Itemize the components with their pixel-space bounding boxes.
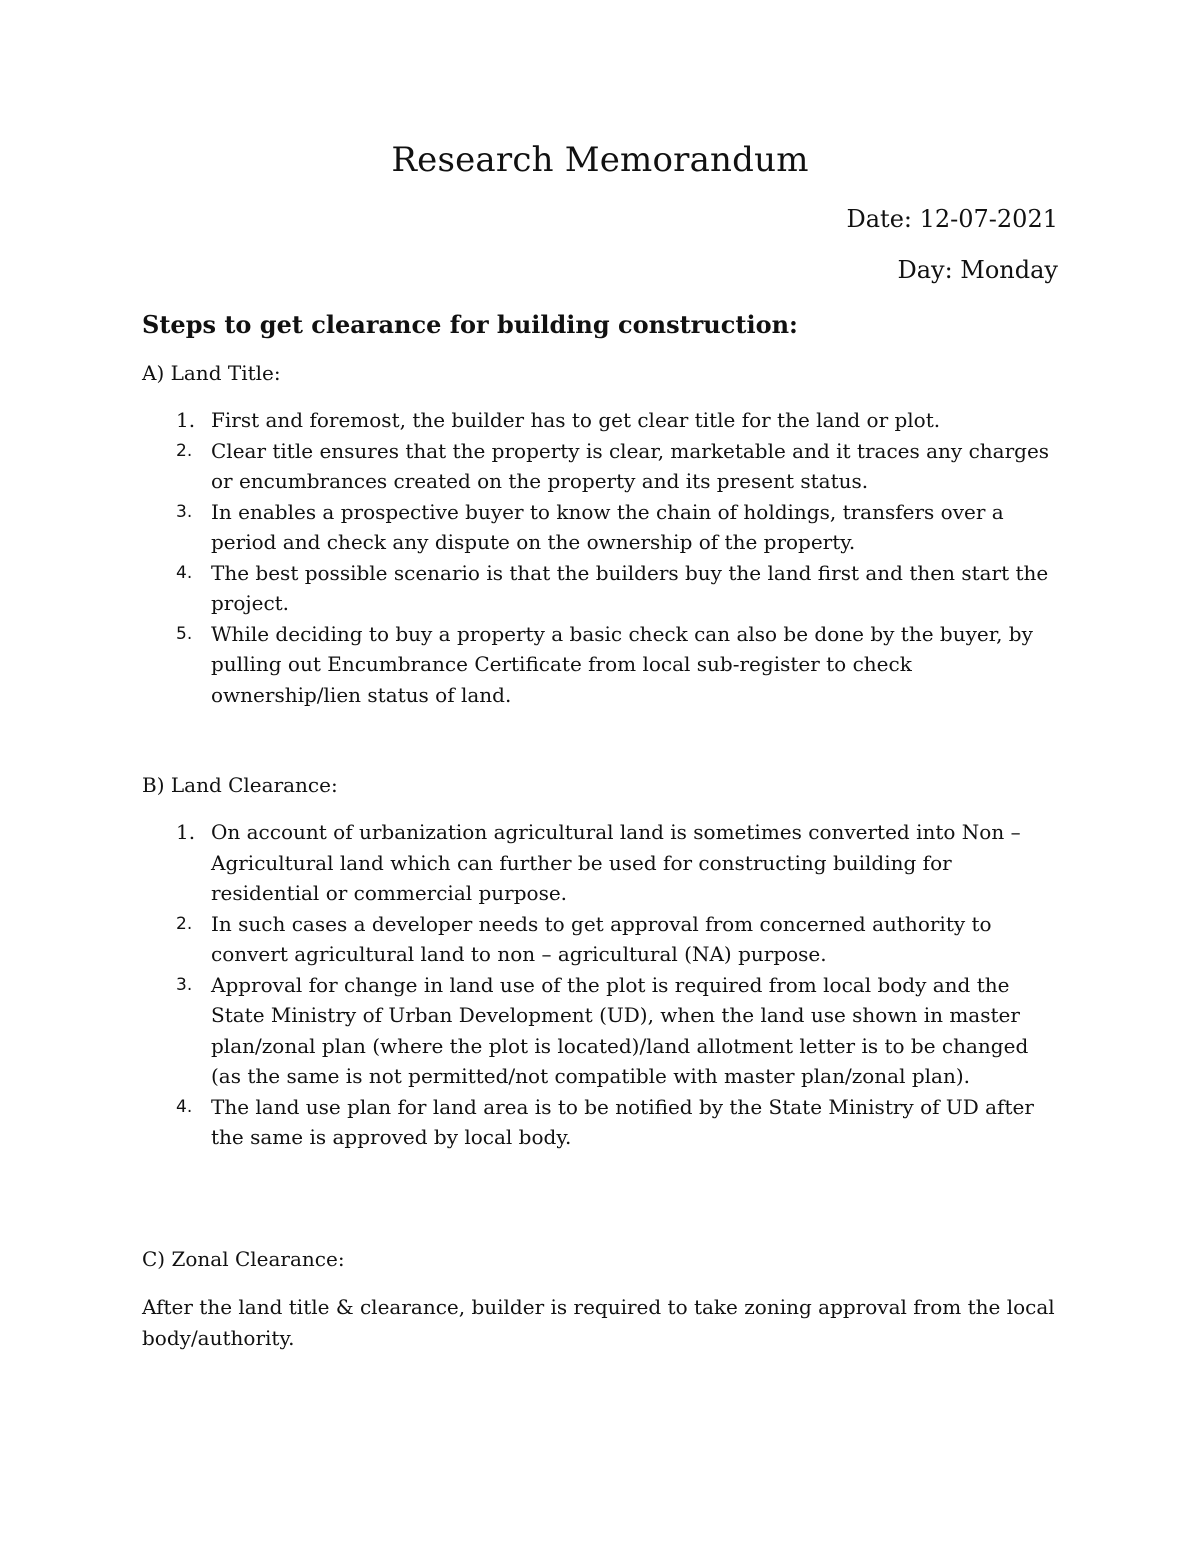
list-item-text: Clear title ensures that the property is clear, marketable and it traces any charges or encumbrances created on the property and its present status. (211, 438, 1050, 493)
zonal-clearance-paragraph: After the land title & clearance, builder is required to take zoning approval from the local body/authority. (142, 1295, 1055, 1350)
list-item-number: 2. (176, 913, 193, 934)
list-item-number: 1. (176, 408, 196, 432)
list-item (142, 1092, 1062, 1153)
list-item (142, 817, 1062, 909)
list-item-text: In enables a prospective buyer to know the chain of holdings, transfers over a period and check any dispute on the ownership of the property. (211, 499, 1004, 554)
list-item-text: In such cases a developer needs to get approval from concerned authority to convert agricultural land to non – agricultural (NA) purpose. (211, 911, 992, 966)
land-clearance-list (142, 817, 1062, 1153)
list-item-number: 1. (176, 820, 196, 844)
list-item (142, 436, 1062, 497)
list-item-text: The best possible scenario is that the builders buy the land first and then start the project. (211, 560, 1049, 615)
memo-date: Date: 12-07-2021 (846, 205, 1058, 233)
list-item-number: 4. (176, 1096, 193, 1117)
land-title-list (142, 405, 1062, 710)
list-item-text: First and foremost, the builder has to get clear title for the land or plot. (211, 408, 941, 432)
list-item-number: 4. (176, 562, 193, 583)
list-item (142, 909, 1062, 970)
list-item (142, 619, 1062, 711)
list-item-text: On account of urbanization agricultural land is sometimes converted into Non – Agricultural land which can further be used for constructing building for residential or commercial purpose. (211, 820, 1021, 905)
memo-day: Day: Monday (897, 256, 1058, 284)
list-item-text: The land use plan for land area is to be notified by the State Ministry of UD after the same is approved by local body. (211, 1094, 1034, 1149)
list-item-number: 5. (176, 623, 193, 644)
section-label-land-clearance: B) Land Clearance: (142, 773, 338, 797)
section-label-zonal-clearance: C) Zonal Clearance: (142, 1247, 345, 1271)
list-item (142, 970, 1062, 1092)
list-item (142, 558, 1062, 619)
list-item-text: While deciding to buy a property a basic check can also be done by the buyer, by pulling out Encumbrance Certificate from local sub-register to check ownership/lien status of land. (211, 621, 1033, 707)
section-label-land-title: A) Land Title: (142, 361, 281, 385)
list-item-number: 3. (176, 501, 193, 522)
list-item-number: 3. (176, 974, 193, 995)
list-item (142, 405, 1062, 436)
section-heading: Steps to get clearance for building construction: (142, 310, 798, 339)
list-item (142, 497, 1062, 558)
document-title: Research Memorandum (391, 140, 809, 180)
list-item-number: 2. (176, 440, 193, 461)
list-item-text: Approval for change in land use of the plot is required from local body and the State Ministry of Urban Development (UD), when the land use shown in master plan/zonal plan (where the plot is located)/land allotment letter is to be changed (as the same is not permitted/not compatible with master plan/zonal plan). (211, 972, 1029, 1088)
